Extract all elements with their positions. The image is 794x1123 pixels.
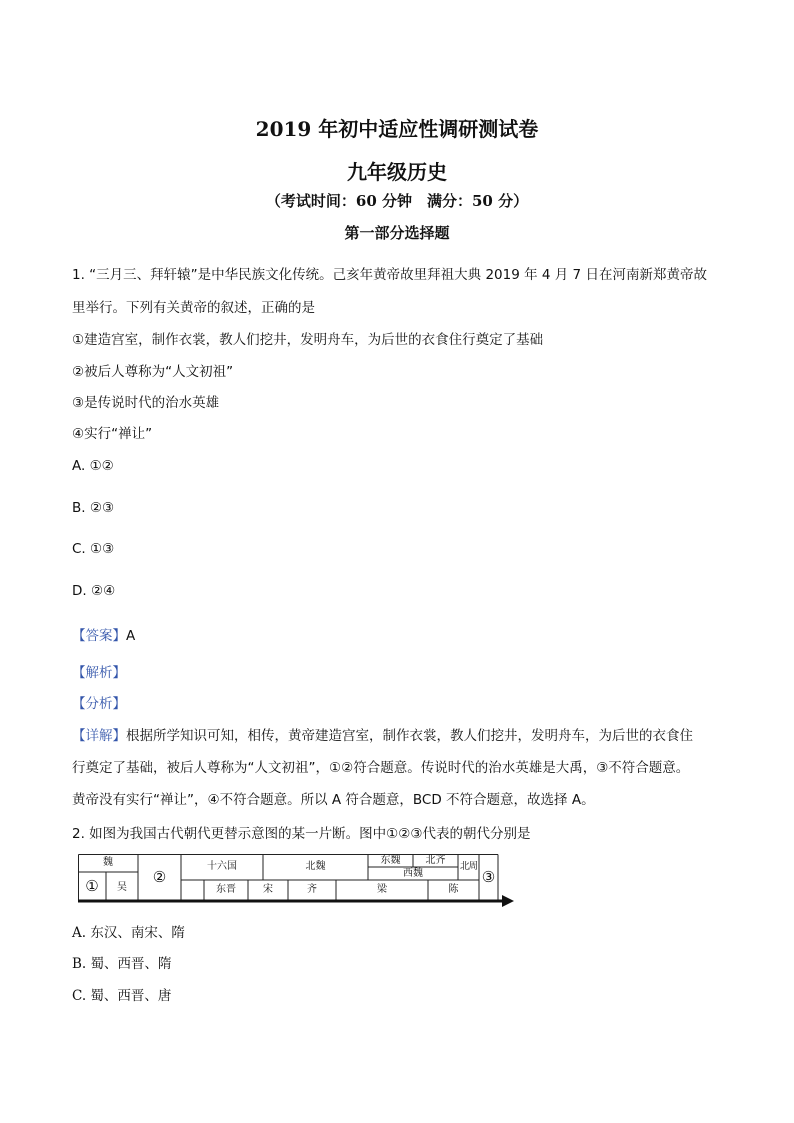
q1-option-d[interactable]: D. ②④	[72, 583, 116, 599]
exam-title: 2019 年初中适应性调研测试卷	[255, 117, 539, 141]
cell-beiwei: 北魏	[305, 861, 326, 872]
q2-option-a[interactable]: A. 东汉、南宋、隋	[72, 925, 185, 941]
cell-beiqi: 北齐	[425, 855, 446, 866]
q1-statement-4: ④实行“禅让”	[72, 426, 153, 442]
detail-label: 【详解】	[72, 728, 126, 744]
marker-3: ③	[481, 868, 496, 886]
q1-detail-line2: 行奠定了基础，被后人尊称为“人文初祖”，①②符合题意。传说时代的治水英雄是大禹，③不符合题意。	[72, 760, 690, 776]
cell-qi: 齐	[307, 884, 317, 895]
q1-statement-1: ①建造宫室，制作衣裳，教人们挖井，发明舟车，为后世的衣食住行奠定了基础	[72, 332, 544, 348]
q1-option-a[interactable]: A. ①②	[72, 458, 114, 474]
q1-detail-line1	[72, 724, 693, 744]
q1-answer	[72, 624, 135, 644]
cell-xiwei: 西魏	[403, 868, 423, 879]
cell-beizhou: 北周	[459, 861, 477, 872]
dynasty-timeline-diagram	[78, 854, 518, 910]
q2-option-c[interactable]: C. 蜀、西晋、唐	[72, 988, 172, 1004]
section-title: 第一部分选择题	[344, 224, 450, 242]
q1-option-c[interactable]: C. ①③	[72, 541, 115, 557]
q1-detail-line3: 黄帝没有实行“禅让”，④不符合题意。所以 A 符合题意，BCD 不符合题意，故选择 A。	[72, 792, 595, 808]
cell-dongwei: 东魏	[380, 855, 401, 866]
q1-stem-line1: 1. “三月三、拜轩辕”是中华民族文化传统。己亥年黄帝故里拜祖大典 2019 年 4 月 7 日在河南新郑黄帝故	[72, 267, 707, 283]
q2-stem: 2. 如图为我国古代朝代更替示意图的某一片断。图中①②③代表的朝代分别是	[72, 826, 531, 842]
cell-song: 宋	[263, 884, 273, 895]
marker-1: ①	[85, 877, 99, 895]
fenxi-label: 【分析】	[72, 696, 126, 712]
q1-option-b[interactable]: B. ②③	[72, 500, 115, 516]
exam-info: （考试时间：60 分钟 满分：50 分）	[265, 192, 529, 210]
exam-subject: 九年级历史	[347, 160, 447, 184]
detail-text-1: 根据所学知识可知，相传，黄帝建造宫室，制作衣裳，教人们挖井，发明舟车，为后世的衣食住	[126, 728, 693, 744]
q1-statement-3: ③是传说时代的治水英雄	[72, 395, 220, 411]
analysis-label: 【解析】	[72, 665, 126, 681]
cell-wei: 魏	[103, 857, 113, 868]
timeline-arrowhead	[502, 895, 514, 907]
marker-2: ②	[152, 868, 167, 886]
cell-shiliuguo: 十六国	[207, 861, 237, 872]
cell-dongjin: 东晋	[216, 884, 236, 895]
cell-wu: 吴	[117, 882, 127, 893]
answer-label: 【答案】	[72, 628, 126, 644]
cell-chen: 陈	[448, 884, 459, 895]
q1-stem-line2: 里举行。下列有关黄帝的叙述，正确的是	[72, 300, 315, 316]
cell-liang: 梁	[377, 884, 387, 895]
answer-value: A	[126, 628, 136, 644]
q2-option-b[interactable]: B. 蜀、西晋、隋	[72, 956, 172, 972]
q1-statement-2: ②被后人尊称为“人文初祖”	[72, 364, 234, 380]
